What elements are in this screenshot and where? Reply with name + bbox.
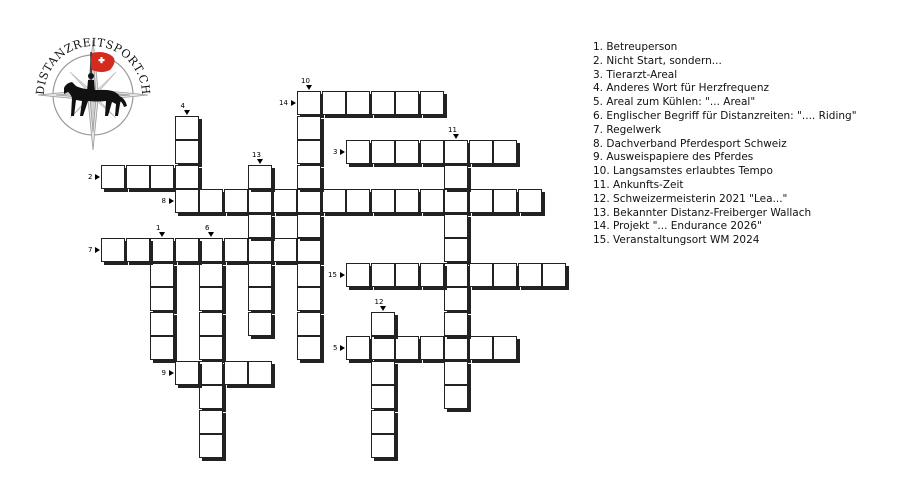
crossword-cell[interactable] — [297, 263, 321, 287]
crossword-cell[interactable] — [469, 263, 493, 287]
clue-item: 5. Areal zum Kühlen: "... Areal" — [593, 96, 756, 109]
clue-item: 11. Ankunfts-Zeit — [593, 178, 684, 191]
crossword-cell[interactable] — [444, 238, 468, 262]
crossword-cell[interactable] — [444, 165, 468, 189]
clue-item: 6. Englischer Begriff für Distanzreiten: ".... Riding" — [593, 109, 857, 122]
clue-item: 12. Schweizermeisterin 2021 "Lea..." — [593, 192, 788, 205]
crossword-cell[interactable] — [150, 312, 174, 336]
clue-arrow-across-icon — [95, 174, 100, 180]
clue-number-12: 12 — [374, 297, 384, 306]
crossword-cell[interactable] — [346, 336, 370, 360]
crossword-cell[interactable] — [248, 287, 272, 311]
clue-arrow-across-icon — [169, 370, 174, 376]
logo-text: DISTANZREITSPORT.CH — [33, 35, 153, 96]
clue-item: 8. Dachverband Pferdesport Schweiz — [593, 137, 787, 150]
clue-number-2: 2 — [88, 172, 93, 181]
crossword-cell[interactable] — [224, 238, 248, 262]
crossword-cell[interactable] — [420, 189, 444, 213]
crossword-cell[interactable] — [444, 287, 468, 311]
crossword-cell[interactable] — [371, 336, 395, 360]
clue-item: 1. Betreuperson — [593, 41, 678, 53]
crossword-cell[interactable] — [346, 91, 370, 115]
crossword-cell[interactable] — [420, 140, 444, 164]
crossword-cell[interactable] — [150, 336, 174, 360]
crossword-cell[interactable] — [150, 287, 174, 311]
crossword-cell[interactable] — [150, 165, 174, 189]
clue-arrow-across-icon — [340, 345, 345, 351]
crossword-cell[interactable] — [371, 361, 395, 385]
crossword-cell[interactable] — [101, 165, 125, 189]
clue-number-5: 5 — [333, 344, 338, 352]
crossword-cell[interactable] — [444, 336, 468, 360]
crossword-cell[interactable] — [248, 238, 272, 262]
clue-item: 3. Tierarzt-Areal — [593, 68, 678, 81]
clue-number-4: 4 — [180, 101, 185, 110]
crossword-cell[interactable] — [199, 238, 223, 262]
crossword-cell[interactable] — [199, 410, 223, 434]
crossword-cell[interactable] — [444, 385, 468, 409]
crossword-cell[interactable] — [542, 263, 566, 287]
clue-arrow-down-icon — [453, 134, 459, 139]
clue-item: 10. Langsamstes erlaubtes Tempo — [593, 165, 773, 178]
clue-item: 15. Veranstaltungsort WM 2024 — [593, 234, 760, 247]
clue-arrow-across-icon — [340, 272, 345, 278]
clue-number-3: 3 — [333, 148, 338, 156]
crossword-cell[interactable] — [199, 336, 223, 360]
crossword-cell[interactable] — [224, 189, 248, 213]
crossword-cell[interactable] — [126, 238, 150, 262]
crossword-cell[interactable] — [175, 165, 199, 189]
crossword-cell[interactable] — [518, 263, 542, 287]
crossword-cell[interactable] — [297, 287, 321, 311]
crossword-cell[interactable] — [175, 116, 199, 140]
crossword-cell[interactable] — [444, 263, 468, 287]
clue-number-13: 13 — [252, 150, 261, 159]
crossword-cell[interactable] — [444, 214, 468, 238]
clue-arrow-across-icon — [340, 149, 345, 155]
crossword-cell[interactable] — [199, 312, 223, 336]
crossword-cell[interactable] — [444, 312, 468, 336]
crossword-cell[interactable] — [371, 410, 395, 434]
crossword-cell[interactable] — [175, 140, 199, 164]
crossword-cell[interactable] — [420, 336, 444, 360]
crossword-cell[interactable] — [469, 140, 493, 164]
crossword-cell[interactable] — [493, 140, 517, 164]
crossword-cell[interactable] — [175, 189, 199, 213]
crossword-cell[interactable] — [371, 385, 395, 409]
crossword-cell[interactable] — [297, 214, 321, 238]
crossword-cell[interactable] — [371, 434, 395, 458]
crossword-cell[interactable] — [346, 189, 370, 213]
clue-number-9: 9 — [161, 368, 166, 377]
crossword-cell[interactable] — [395, 336, 419, 360]
clue-number-1: 1 — [156, 224, 161, 232]
crossword-cell[interactable] — [150, 238, 174, 262]
crossword-cell[interactable] — [297, 312, 321, 336]
crossword-cell[interactable] — [248, 263, 272, 287]
clue-number-8: 8 — [161, 197, 166, 205]
crossword-cell[interactable] — [395, 263, 419, 287]
crossword-cell[interactable] — [199, 361, 223, 385]
crossword-cell[interactable] — [199, 263, 223, 287]
crossword-cell[interactable] — [346, 140, 370, 164]
crossword-cell[interactable] — [395, 91, 419, 115]
clue-item: 4. Anderes Wort für Herzfrequenz — [593, 82, 770, 95]
crossword-cell[interactable] — [297, 165, 321, 189]
crossword-cell[interactable] — [273, 238, 297, 262]
clue-number-6: 6 — [205, 224, 210, 232]
crossword-cell[interactable] — [126, 165, 150, 189]
clue-arrow-across-icon — [169, 198, 174, 204]
crossword-cell[interactable] — [101, 238, 125, 262]
crossword-cell[interactable] — [248, 189, 272, 213]
clue-number-7: 7 — [88, 246, 93, 254]
crossword-cell[interactable] — [248, 214, 272, 238]
crossword-cell[interactable] — [518, 189, 542, 213]
crossword-cell[interactable] — [444, 361, 468, 385]
clue-arrow-down-icon — [208, 232, 214, 237]
crossword-cell[interactable] — [297, 91, 321, 115]
clue-number-15: 15 — [328, 270, 337, 279]
crossword-cell[interactable] — [248, 312, 272, 336]
crossword-cell[interactable] — [248, 361, 272, 385]
crossword-cell[interactable] — [150, 263, 174, 287]
crossword-cell[interactable] — [199, 434, 223, 458]
clue-number-14: 14 — [279, 99, 288, 107]
crossword-cell[interactable] — [469, 189, 493, 213]
crossword-cell[interactable] — [297, 189, 321, 213]
crossword-cell[interactable] — [420, 91, 444, 115]
crossword-cell[interactable] — [371, 140, 395, 164]
clue-item: 2. Nicht Start, sondern... — [593, 54, 722, 67]
crossword-cell[interactable] — [297, 336, 321, 360]
crossword-cell[interactable] — [444, 140, 468, 164]
crossword-cell[interactable] — [199, 189, 223, 213]
crossword-cell[interactable] — [469, 336, 493, 360]
crossword-cell[interactable] — [493, 263, 517, 287]
crossword-cell[interactable] — [493, 336, 517, 360]
clue-arrow-down-icon — [257, 159, 263, 164]
clue-item: 13. Bekannter Distanz-Freiberger Wallach — [593, 206, 812, 219]
clue-item: 14. Projekt "... Endurance 2026" — [593, 220, 762, 233]
clue-arrow-across-icon — [291, 100, 296, 106]
crossword-cell[interactable] — [322, 189, 346, 213]
crossword-cell[interactable] — [395, 189, 419, 213]
crossword-cell[interactable] — [322, 91, 346, 115]
crossword-cell[interactable] — [493, 189, 517, 213]
crossword-cell[interactable] — [444, 189, 468, 213]
clue-arrow-down-icon — [306, 85, 312, 90]
crossword-cell[interactable] — [297, 116, 321, 140]
clue-arrow-across-icon — [95, 247, 100, 253]
crossword-cell[interactable] — [273, 189, 297, 213]
crossword-cell[interactable] — [175, 361, 199, 385]
crossword-cell[interactable] — [420, 263, 444, 287]
crossword-cell[interactable] — [371, 263, 395, 287]
crossword-cell[interactable] — [395, 140, 419, 164]
clue-arrow-down-icon — [184, 110, 190, 115]
clue-list — [593, 41, 903, 248]
crossword-cell[interactable] — [224, 361, 248, 385]
clue-number-11: 11 — [448, 126, 457, 134]
clue-item: 9. Ausweispapiere des Pferdes — [593, 151, 754, 164]
clue-arrow-down-icon — [380, 306, 386, 311]
crossword-cell[interactable] — [297, 140, 321, 164]
clue-item: 7. Regelwerk — [593, 123, 662, 136]
crossword-cell[interactable] — [371, 312, 395, 336]
clue-arrow-down-icon — [159, 232, 165, 237]
crossword-cell[interactable] — [371, 91, 395, 115]
crossword-cell[interactable] — [248, 165, 272, 189]
crossword-cell[interactable] — [297, 238, 321, 262]
crossword-cell[interactable] — [199, 385, 223, 409]
crossword-cell[interactable] — [346, 263, 370, 287]
crossword-cell[interactable] — [175, 238, 199, 262]
clue-number-10: 10 — [301, 77, 310, 85]
crossword-cell[interactable] — [199, 287, 223, 311]
crossword-cell[interactable] — [371, 189, 395, 213]
